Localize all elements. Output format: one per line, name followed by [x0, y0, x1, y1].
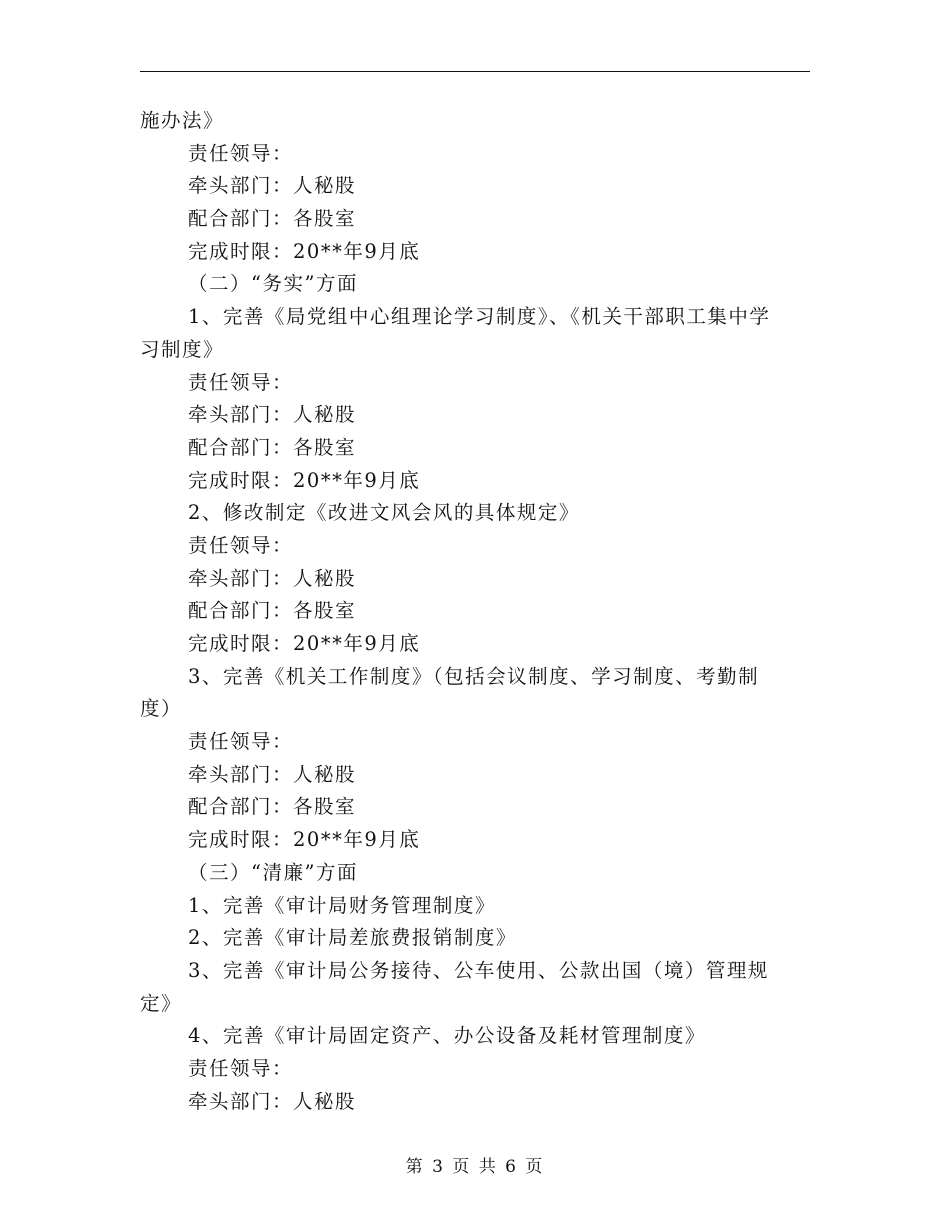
text-line: 完成时限：20**年9月底	[188, 828, 421, 852]
text-line: 度）	[140, 697, 183, 721]
text-line: 责任领导：	[188, 1056, 294, 1080]
page-footer: 第 3 页 共 6 页	[405, 1157, 545, 1177]
text-line: 责任领导：	[188, 533, 294, 557]
text-line: 牵头部门：人秘股	[188, 403, 357, 427]
text-line: 责任领导：	[188, 141, 294, 165]
text-line: （三）“清廉”方面	[188, 860, 358, 884]
text-line: 牵头部门：人秘股	[188, 566, 357, 590]
text-line: 施办法》	[140, 109, 225, 132]
text-line: 配合部门：各股室	[188, 795, 357, 819]
text-line: 配合部门：各股室	[188, 435, 357, 459]
document-body	[140, 105, 810, 1118]
text-line: 1、完善《局党组中心组理论学习制度》、《机关干部职工集中学	[188, 305, 771, 329]
text-line: 1、完善《审计局财务管理制度》	[188, 893, 496, 917]
header-rule	[140, 71, 810, 72]
text-line: 4、完善《审计局固定资产、办公设备及耗材管理制度》	[188, 1024, 706, 1048]
text-line: 3、完善《审计局公务接待、公车使用、公款出国（境）管理规	[188, 958, 769, 982]
text-line: 2、完善《审计局差旅费报销制度》	[188, 926, 517, 950]
text-line: 责任领导：	[188, 370, 294, 394]
text-line: 完成时限：20**年9月底	[188, 632, 421, 655]
text-line: 定》	[140, 991, 183, 1015]
text-line: （二）“务实”方面	[188, 272, 358, 296]
text-line: 完成时限：20**年9月底	[188, 468, 421, 492]
text-line: 完成时限：20**年9月底	[188, 239, 421, 263]
text-line: 2、修改制定《改进文风会风的具体规定》	[188, 501, 580, 525]
text-line: 3、完善《机关工作制度》（包括会议制度、学习制度、考勤制	[188, 664, 760, 688]
text-line: 牵头部门：人秘股	[188, 174, 357, 198]
text-line: 配合部门：各股室	[188, 599, 357, 623]
text-line: 配合部门：各股室	[188, 207, 357, 231]
text-line: 习制度》	[140, 337, 225, 361]
text-line: 牵头部门：人秘股	[188, 1089, 357, 1113]
text-line: 牵头部门：人秘股	[188, 762, 357, 786]
text-line: 责任领导：	[188, 730, 294, 754]
